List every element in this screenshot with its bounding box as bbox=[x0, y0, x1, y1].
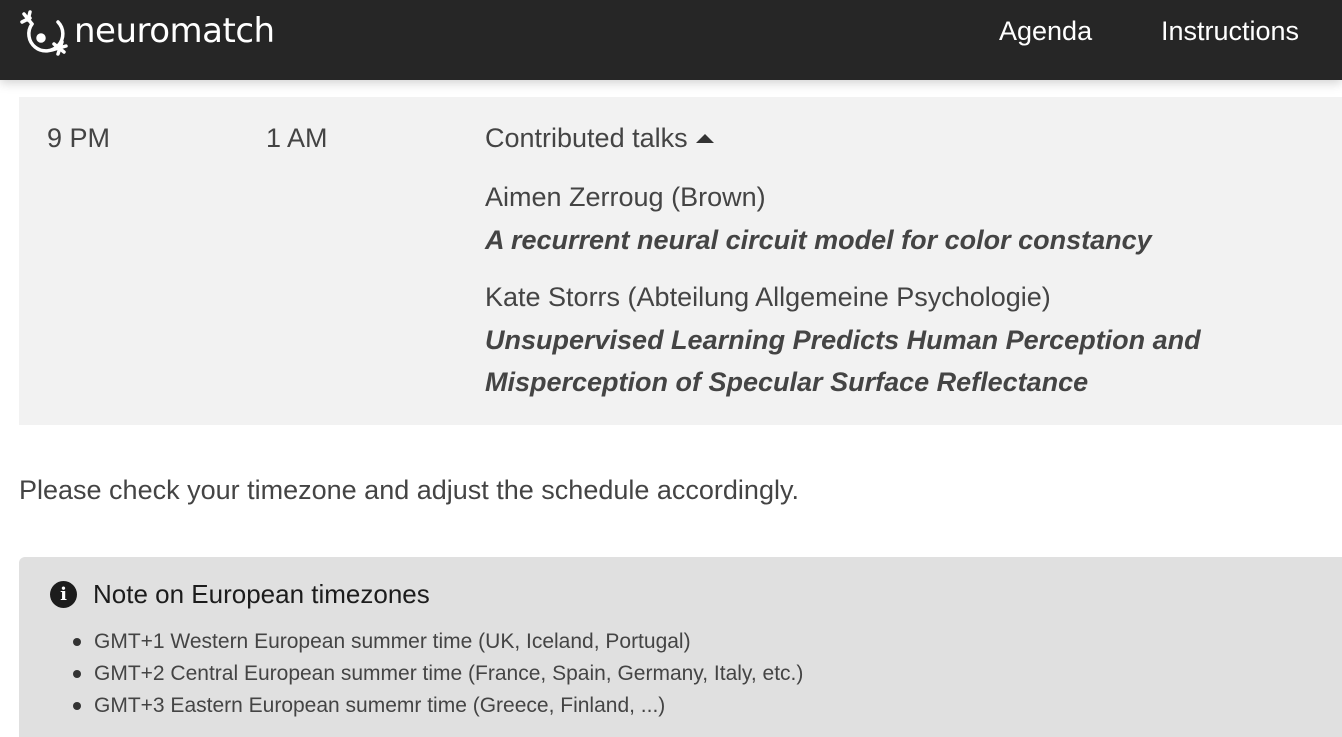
info-icon: i bbox=[50, 581, 77, 608]
session-title: Contributed talks bbox=[485, 123, 688, 153]
session-toggle[interactable] bbox=[485, 123, 714, 154]
talk-title: A recurrent neural circuit model for color constancy bbox=[485, 225, 1152, 255]
list-item: GMT+1 Western European summer time (UK, Iceland, Portugal) bbox=[72, 626, 803, 658]
nav-link-instructions[interactable]: Instructions bbox=[1161, 16, 1300, 46]
caret-up-icon bbox=[696, 134, 714, 143]
note-list bbox=[72, 626, 803, 722]
list-item: GMT+3 Eastern European sumemr time (Greece, Finland, ...) bbox=[72, 690, 803, 722]
talk-item bbox=[485, 181, 1285, 261]
nav-link-agenda[interactable]: Agenda bbox=[999, 16, 1093, 46]
timezone-notice: Please check your timezone and adjust the schedule accordingly. bbox=[19, 475, 799, 505]
top-navbar bbox=[0, 0, 1342, 80]
talk-speaker: Aimen Zerroug (Brown) bbox=[485, 182, 766, 212]
brand-logo-link[interactable] bbox=[18, 8, 275, 60]
talk-speaker: Kate Storrs (Abteilung Allgemeine Psychologie) bbox=[485, 282, 1051, 312]
session-content bbox=[485, 123, 1285, 403]
talk-title: Unsupervised Learning Predicts Human Perception and Misperception of Specular Surface Reflectance bbox=[485, 325, 1201, 397]
brand-name: neuromatch bbox=[74, 11, 275, 51]
note-header bbox=[50, 579, 430, 610]
session-time-other: 1 AM bbox=[266, 123, 328, 153]
neuromatch-logo-icon bbox=[18, 8, 70, 60]
european-timezones-note bbox=[19, 557, 1342, 737]
list-item: GMT+2 Central European summer time (France, Spain, Germany, Italy, etc.) bbox=[72, 658, 803, 690]
talk-item bbox=[485, 281, 1285, 403]
session-row bbox=[19, 97, 1342, 425]
note-title: Note on European timezones bbox=[93, 579, 430, 609]
session-time-local: 9 PM bbox=[47, 123, 111, 153]
